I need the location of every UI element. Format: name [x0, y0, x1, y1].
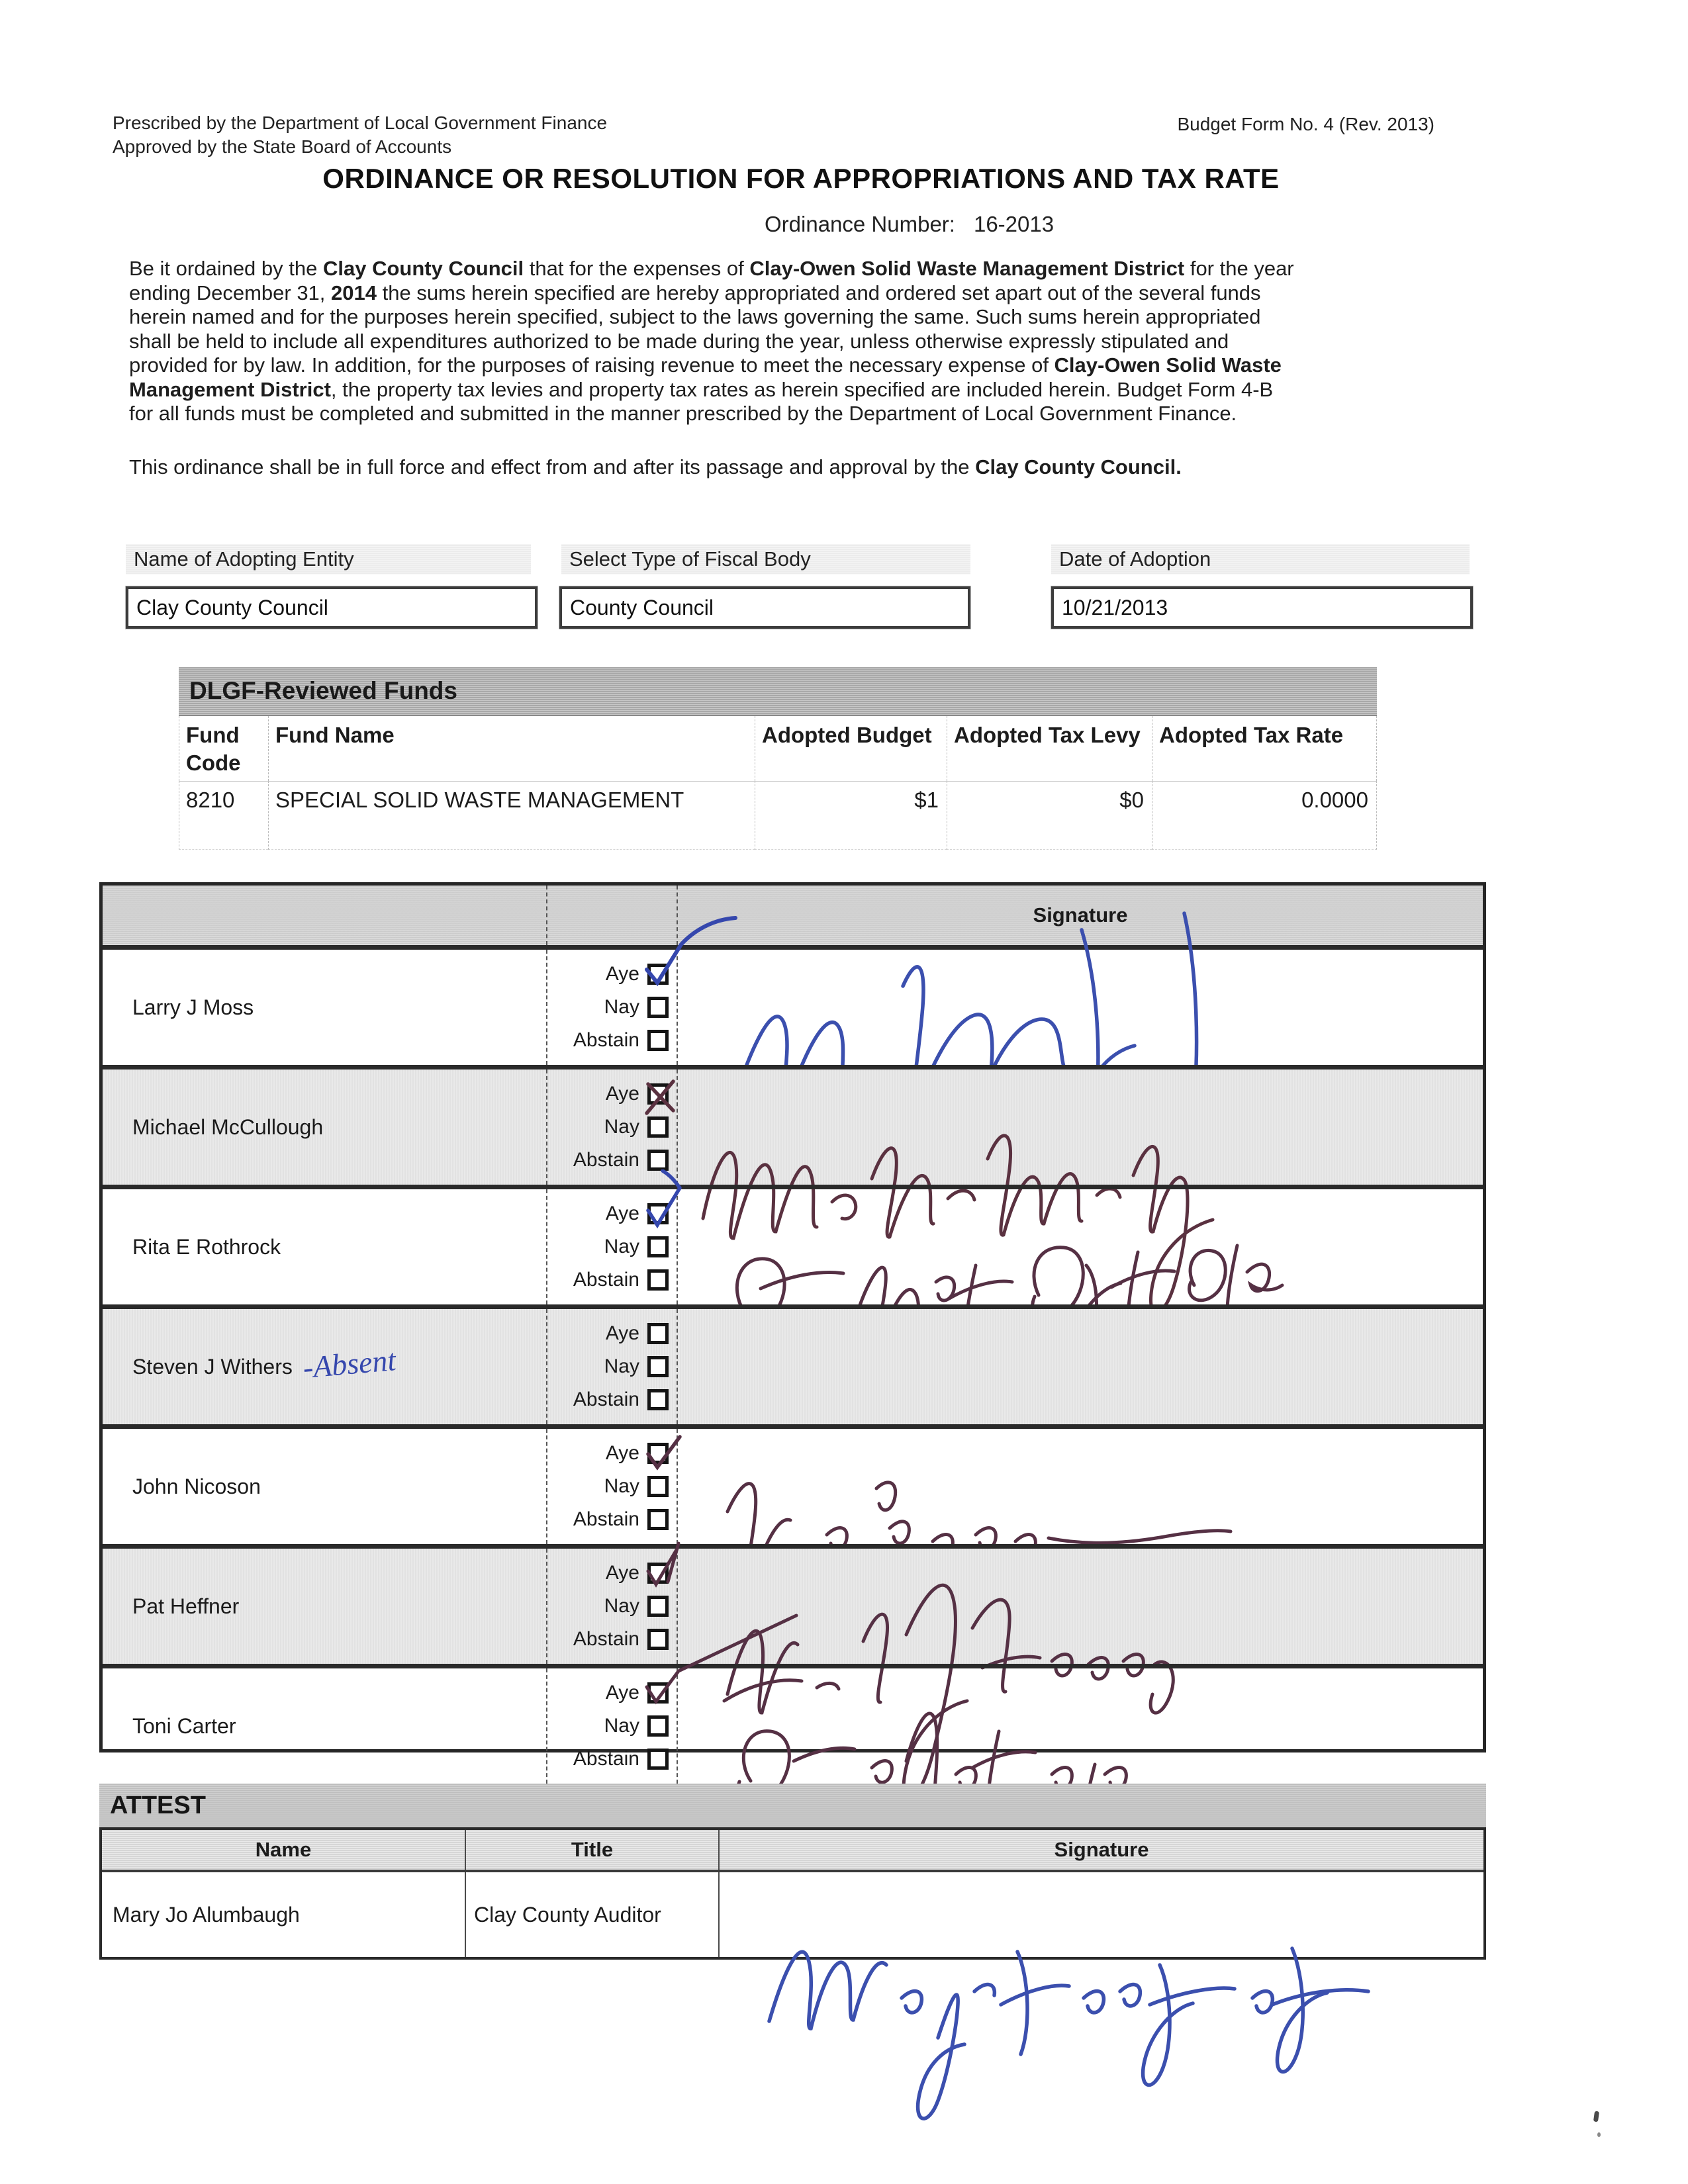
nay-label: Nay [604, 1715, 639, 1737]
col-header-fund-code: Fund Code [179, 716, 268, 781]
aye-checkbox [647, 1563, 669, 1584]
attest-col-header-name: Name [102, 1830, 466, 1870]
member-name: Toni Carter [103, 1668, 547, 1784]
field-label-date-of-adoption: Date of Adoption [1051, 544, 1470, 574]
aye-label: Aye [605, 1322, 639, 1344]
attest-col-header-title: Title [466, 1830, 720, 1870]
abstain-label: Abstain [573, 1388, 639, 1410]
member-name: Michael McCullough [103, 1069, 547, 1185]
attestor-title: Clay County Auditor [466, 1872, 720, 1957]
paragraph-line: provided for by law. In addition, for the purposes of raising revenue to meet the necessary expense of Clay-Owen Solid Waste [129, 353, 1282, 377]
nay-label: Nay [604, 1355, 639, 1377]
funds-table [179, 716, 1377, 850]
effective-clause: This ordinance shall be in full force and effect from and after its passage and approval by the Clay County Council. [129, 455, 1182, 478]
attest-bar [99, 1784, 1486, 1827]
nay-label: Nay [604, 996, 639, 1018]
nay-checkbox [647, 1356, 669, 1377]
member-column-header [103, 886, 547, 945]
paragraph-line: Be it ordained by the Clay County Council that for the expenses of Clay-Owen Solid Waste Management District for the year [129, 257, 1294, 280]
abstain-label: Abstain [573, 1269, 639, 1291]
vote-row-toni-carter [103, 1664, 1483, 1784]
aye-label: Aye [605, 1442, 639, 1464]
budget-form-number: Budget Form No. 4 (Rev. 2013) [1177, 114, 1434, 134]
absent-handwritten-note: -Absent [301, 1342, 397, 1385]
abstain-label: Abstain [573, 1508, 639, 1530]
ordinance-number-value: 16-2013 [973, 212, 1055, 236]
abstain-label: Abstain [573, 1628, 639, 1650]
scan-speck [1597, 2132, 1601, 2137]
nay-checkbox [647, 997, 669, 1018]
adopted-tax-rate-value: 0.0000 [1152, 781, 1377, 850]
abstain-label: Abstain [573, 1029, 639, 1051]
document-title: ORDINANCE OR RESOLUTION FOR APPROPRIATIONS AND TAX RATE [322, 163, 1280, 194]
member-name: Larry J Moss [103, 950, 547, 1065]
attest-col-header-signature: Signature [1054, 1838, 1149, 1861]
aye-checkbox [647, 1443, 669, 1464]
nay-checkbox [647, 1596, 669, 1617]
aye-label: Aye [605, 1203, 639, 1224]
aye-label: Aye [605, 1562, 639, 1584]
abstain-checkbox [647, 1629, 669, 1650]
adopted-budget-value: $1 [755, 781, 947, 850]
nay-label: Nay [604, 1475, 639, 1497]
fund-code-value: 8210 [179, 781, 268, 850]
empty-signature-cell [678, 1309, 1483, 1424]
signature-mary-jo-alumbaugh-ink [739, 1879, 1421, 2104]
vote-row-steven-j-withers [103, 1304, 1483, 1424]
field-label-fiscal-body: Select Type of Fiscal Body [561, 544, 970, 574]
nay-checkbox [647, 1476, 669, 1497]
aye-label: Aye [605, 1682, 639, 1704]
date-of-adoption-value: 10/21/2013 [1051, 586, 1473, 629]
paragraph-line: herein named and for the purposes herein specified, subject to the laws governing the same. Such sums herein appropriated [129, 305, 1261, 328]
ordinance-number-label: Ordinance Number: [765, 212, 955, 236]
dlgf-reviewed-funds-title: DLGF-Reviewed Funds [189, 677, 457, 704]
paragraph-line: shall be held to include all expenditures authorized to be made during the year, unless otherwise expressly stipulated and [129, 329, 1229, 353]
nay-label: Nay [604, 1236, 639, 1257]
aye-checkbox [647, 1083, 669, 1105]
paragraph-line: ending December 31, 2014 the sums herein specified are hereby appropriated and ordered set apart out of the several funds [129, 281, 1261, 304]
vote-row-larry-j-moss [103, 945, 1483, 1065]
col-header-adopted-tax-rate: Adopted Tax Rate [1152, 716, 1377, 781]
col-header-adopted-tax-levy: Adopted Tax Levy [947, 716, 1152, 781]
abstain-checkbox [647, 1150, 669, 1171]
adopted-tax-levy-value: $0 [947, 781, 1152, 850]
scan-speck [1593, 2111, 1599, 2122]
nay-checkbox [647, 1236, 669, 1257]
member-name: Rita E Rothrock [103, 1189, 547, 1304]
member-name: Steven J Withers [132, 1354, 293, 1379]
ordinance-number-line [765, 212, 1054, 237]
attestor-name: Mary Jo Alumbaugh [102, 1872, 466, 1957]
attest-title: ATTEST [110, 1791, 206, 1819]
vote-row-john-nicoson [103, 1424, 1483, 1544]
abstain-checkbox [647, 1749, 669, 1770]
col-header-adopted-budget: Adopted Budget [755, 716, 947, 781]
abstain-checkbox [647, 1030, 669, 1051]
abstain-checkbox [647, 1269, 669, 1291]
attest-header-row [102, 1830, 1483, 1872]
prescribed-by-line: Prescribed by the Department of Local Government Finance [113, 113, 608, 133]
paragraph-line: for all funds must be completed and submitted in the manner prescribed by the Department of Local Government Finance. [129, 402, 1237, 425]
signature-column-header: Signature [1033, 903, 1128, 927]
vote-row-michael-mccullough [103, 1065, 1483, 1185]
funds-table-row [179, 781, 1377, 850]
dlgf-reviewed-funds-bar [179, 667, 1377, 716]
funds-table-header-row [179, 716, 1377, 781]
paragraph-line: Management District, the property tax levies and property tax rates as herein specified are included herein. Budget Form 4-B [129, 377, 1274, 401]
abstain-label: Abstain [573, 1748, 639, 1770]
member-name: Pat Heffner [103, 1549, 547, 1664]
aye-label: Aye [605, 963, 639, 985]
attest-data-row [102, 1872, 1483, 1957]
aye-checkbox [647, 1203, 669, 1224]
vote-table-header-row [103, 886, 1483, 945]
approved-by-line: Approved by the State Board of Accounts [113, 136, 452, 157]
vote-signature-table [99, 882, 1486, 1770]
abstain-checkbox [647, 1389, 669, 1410]
vote-row-rita-e-rothrock [103, 1185, 1483, 1304]
ordinance-body-paragraph [129, 257, 1493, 426]
adopting-entity-value: Clay County Council [126, 586, 538, 629]
nay-label: Nay [604, 1116, 639, 1138]
member-name: John Nicoson [103, 1429, 547, 1544]
abstain-checkbox [647, 1509, 669, 1530]
nay-checkbox [647, 1715, 669, 1737]
form-origin-lines [113, 111, 607, 159]
abstain-label: Abstain [573, 1149, 639, 1171]
aye-checkbox [647, 1682, 669, 1704]
fund-name-value: SPECIAL SOLID WASTE MANAGEMENT [268, 781, 755, 850]
field-label-adopting-entity: Name of Adopting Entity [126, 544, 531, 574]
aye-checkbox [647, 964, 669, 985]
vote-column-header [547, 886, 678, 945]
nay-checkbox [647, 1116, 669, 1138]
aye-label: Aye [605, 1083, 639, 1105]
col-header-fund-name: Fund Name [268, 716, 755, 781]
vote-row-pat-heffner [103, 1544, 1483, 1664]
attest-table [99, 1827, 1486, 1960]
aye-checkbox [647, 1323, 669, 1344]
fiscal-body-value: County Council [559, 586, 970, 629]
nay-label: Nay [604, 1595, 639, 1617]
